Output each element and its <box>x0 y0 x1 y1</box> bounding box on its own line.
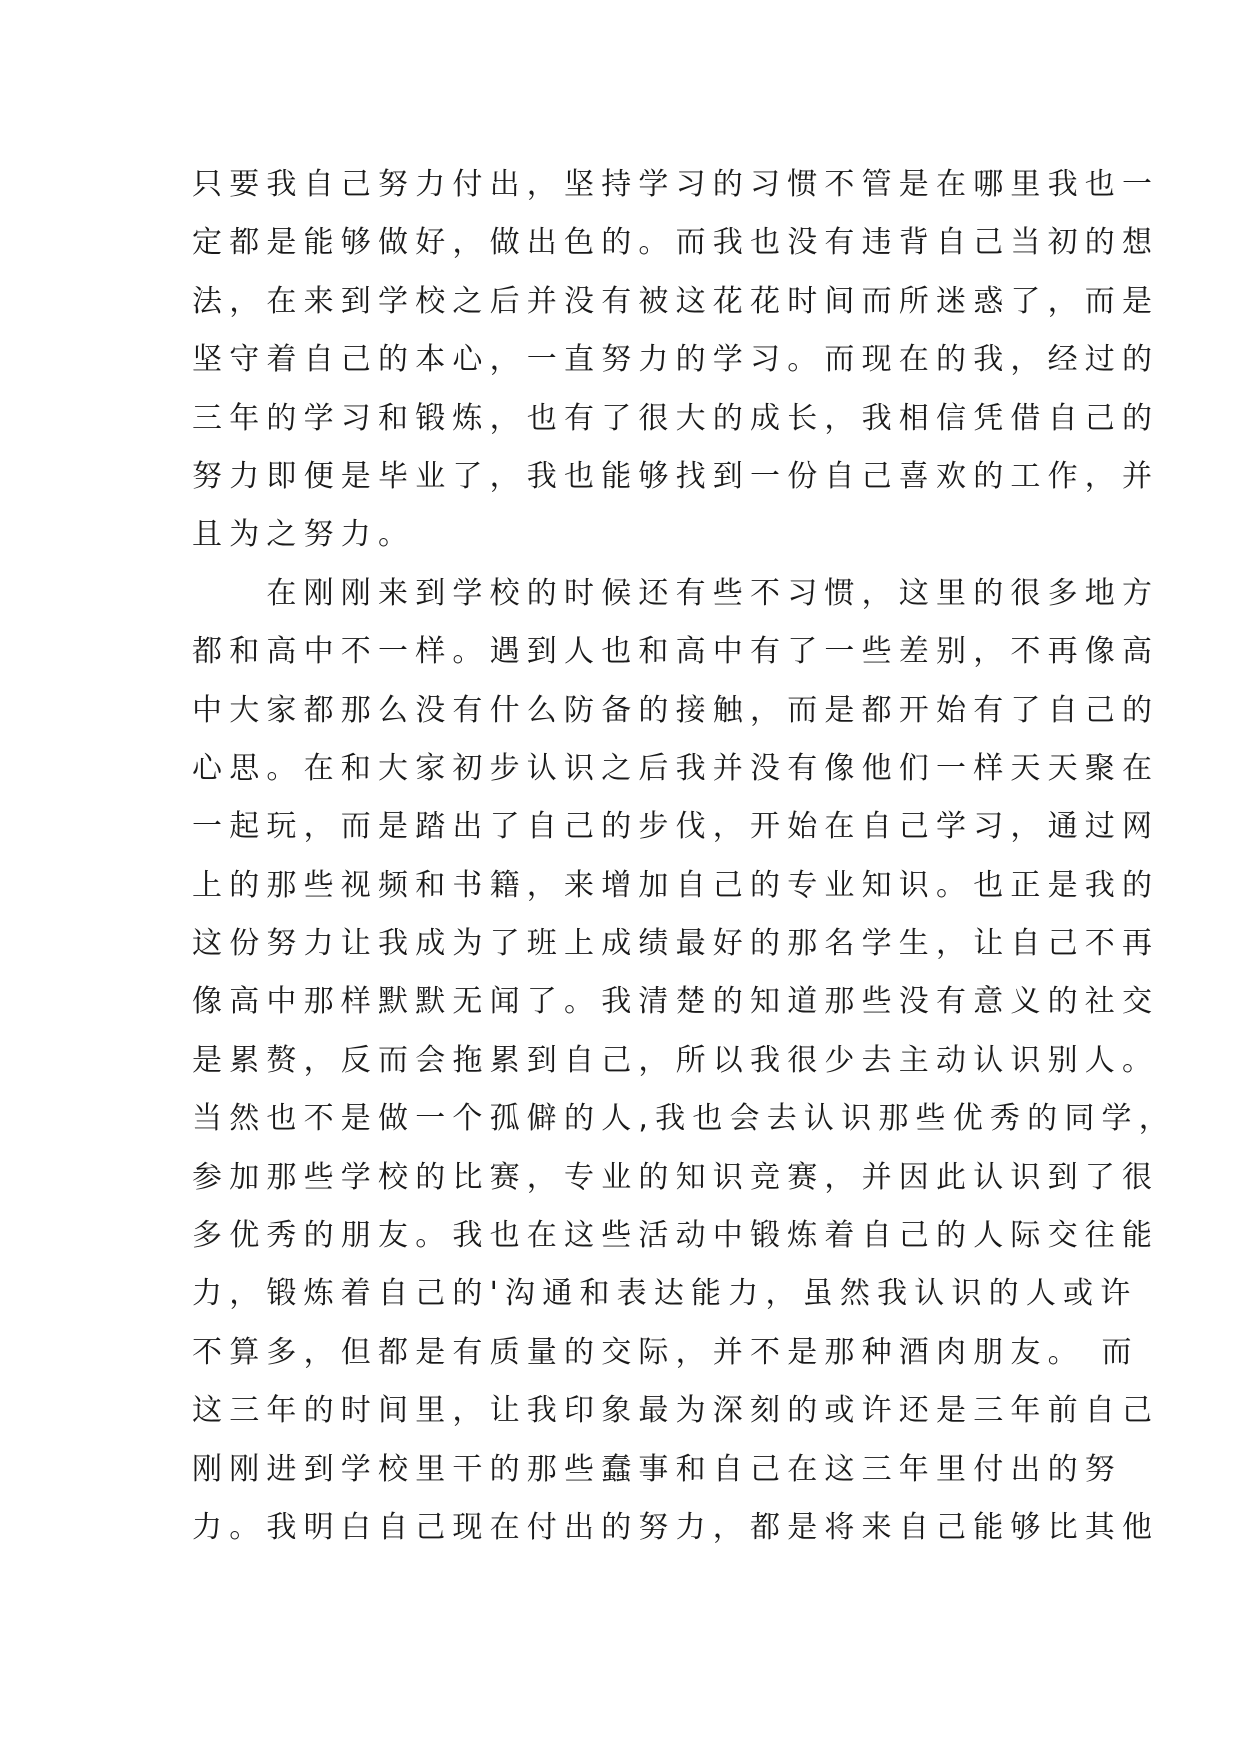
text-line: 在刚刚来到学校的时候还有些不习惯，这里的很多地方 <box>192 575 1160 611</box>
text-line: 这份努力让我成为了班上成绩最好的那名学生，让自己不再 <box>192 926 1160 962</box>
text-line: 三年的学习和锻炼，也有了很大的成长，我相信凭借自己的 <box>192 400 1160 436</box>
text-line: 当然也不是做一个孤僻的人,我也会去认识那些优秀的同学， <box>192 1101 1176 1137</box>
text-line: 力。我明白自己现在付出的努力，都是将来自己能够比其他 <box>192 1509 1160 1545</box>
text-line: 像高中那样默默无闻了。我清楚的知道那些没有意义的社交 <box>192 984 1160 1020</box>
text-line: 多优秀的朋友。我也在这些活动中锻炼着自己的人际交往能 <box>192 1218 1160 1254</box>
text-line: 一起玩，而是踏出了自己的步伐，开始在自己学习，通过网 <box>192 809 1160 845</box>
body-text <box>192 156 1176 1557</box>
text-line: 是累赘，反而会拖累到自己，所以我很少去主动认识别人。 <box>192 1042 1160 1078</box>
text-line: 参加那些学校的比赛，专业的知识竞赛，并因此认识到了很 <box>192 1159 1160 1195</box>
text-line: 只要我自己努力付出，坚持学习的习惯不管是在哪里我也一 <box>192 167 1160 202</box>
text-line: 都和高中不一样。遇到人也和高中有了一些差别，不再像高 <box>192 634 1160 670</box>
text-line: 且为之努力。 <box>192 517 416 553</box>
text-line: 坚守着自己的本心，一直努力的学习。而现在的我，经过的 <box>192 342 1160 378</box>
text-line: 上的那些视频和书籍，来增加自己的专业知识。也正是我的 <box>192 867 1160 903</box>
text-line: 中大家都那么没有什么防备的接触，而是都开始有了自己的 <box>192 692 1160 728</box>
text-line: 这三年的时间里，让我印象最为深刻的或许还是三年前自己 <box>192 1393 1160 1429</box>
text-line: 刚刚进到学校里干的那些蠢事和自己在这三年里付出的努 <box>192 1451 1122 1487</box>
text-line: 法，在来到学校之后并没有被这花花时间而所迷惑了，而是 <box>192 283 1160 319</box>
text-line: 不算多，但都是有质量的交际，并不是那种酒肉朋友。 而 <box>192 1334 1139 1370</box>
text-line: 心思。在和大家初步认识之后我并没有像他们一样天天聚在 <box>192 750 1160 786</box>
text-line: 定都是能够做好，做出色的。而我也没有违背自己当初的想 <box>192 225 1160 261</box>
text-line: 努力即便是毕业了，我也能够找到一份自己喜欢的工作，并 <box>192 458 1160 494</box>
text-line: 力，锻炼着自己的'沟通和表达能力，虽然我认识的人或许 <box>192 1276 1138 1312</box>
